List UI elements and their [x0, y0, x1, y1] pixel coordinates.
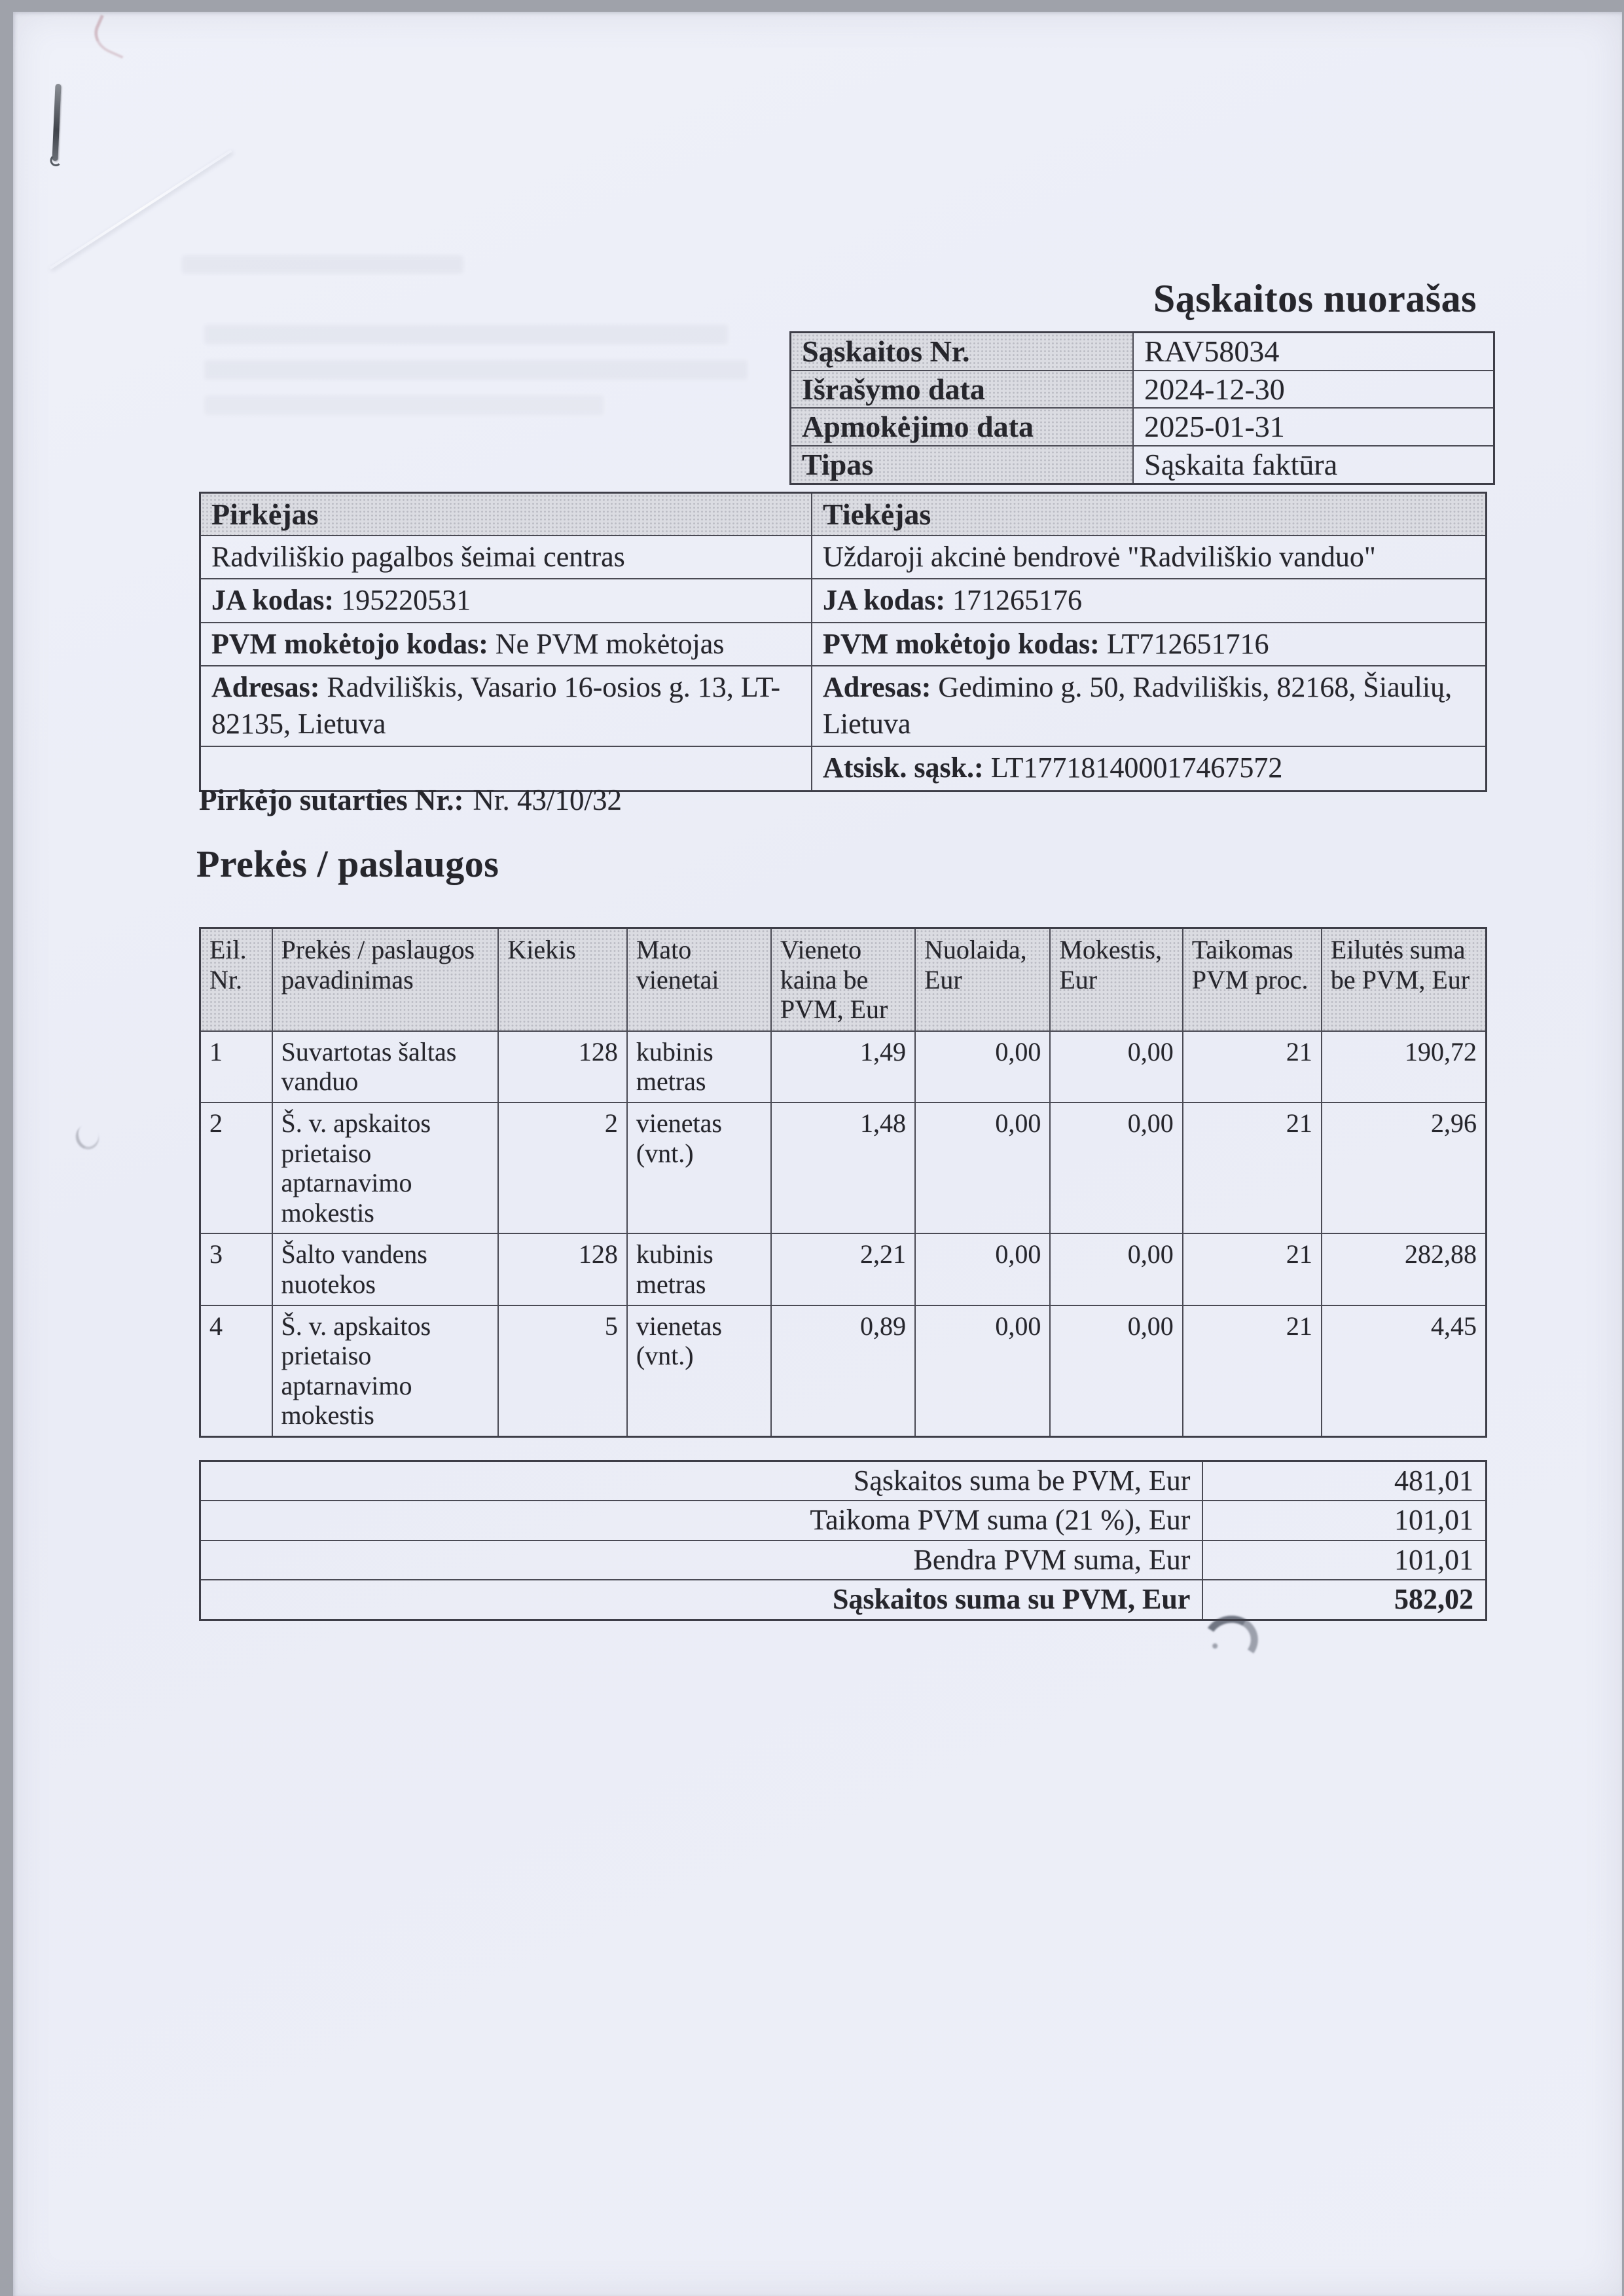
item-unit-price: 1,48 [771, 1102, 915, 1233]
item-discount: 0,00 [915, 1102, 1050, 1233]
seller-ja-code [812, 579, 1487, 622]
buyer-pvm-value: Ne PVM mokėtojas [495, 627, 725, 660]
seller-header: Tiekėjas [812, 493, 1487, 536]
item-name: Š. v. apskaitos prietaiso aptarnavimo mokestis [272, 1305, 499, 1437]
document-title: Sąskaitos nuorašas [1153, 277, 1477, 320]
contract-number-line [199, 783, 622, 817]
item-quantity: 2 [498, 1102, 626, 1233]
buyer-address-label: Adresas: [211, 670, 320, 703]
item-row [200, 1031, 1487, 1102]
buyer-header: Pirkėjas [200, 493, 812, 536]
col-header-discount: Nuolaida, Eur [915, 928, 1050, 1031]
item-vat-percent: 21 [1183, 1305, 1322, 1437]
item-line-total: 4,45 [1322, 1305, 1487, 1437]
totals-table [199, 1460, 1487, 1621]
col-header-unit-price: Vieneto kaina be PVM, Eur [771, 928, 915, 1031]
totals-value: 101,01 [1202, 1501, 1486, 1540]
col-header-tax: Mokestis, Eur [1050, 928, 1182, 1031]
meta-row-issue-date [791, 371, 1494, 409]
paper-sheet [13, 12, 1622, 2296]
buyer-address [200, 666, 812, 746]
col-header-line-number: Eil. Nr. [200, 928, 272, 1031]
contract-label: Pirkėjo sutarties Nr.: [199, 784, 464, 816]
meta-label: Išrašymo data [791, 371, 1134, 409]
totals-value: 481,01 [1202, 1461, 1486, 1501]
parties-ja-row [200, 579, 1487, 622]
item-unit-price: 0,89 [771, 1305, 915, 1437]
totals-label: Bendra PVM suma, Eur [200, 1540, 1203, 1580]
bleed-through-text [204, 325, 728, 344]
bleed-through-text [204, 395, 604, 415]
parties-address-row [200, 666, 1487, 746]
totals-row-vat-applied [200, 1501, 1487, 1540]
col-header-item-name: Prekės / paslaugos pavadinimas [272, 928, 499, 1031]
buyer-ja-label: JA kodas: [211, 584, 334, 617]
item-discount: 0,00 [915, 1233, 1050, 1305]
item-row [200, 1102, 1487, 1233]
contract-value: Nr. 43/10/32 [473, 784, 623, 816]
seller-account-value: LT177181400017467572 [990, 751, 1283, 784]
seller-address [812, 666, 1487, 746]
meta-label: Tipas [791, 446, 1134, 484]
item-unit-price: 2,21 [771, 1233, 915, 1305]
buyer-address-value: Radviliškis, Vasario 16-osios g. 13, LT-82135, Lietuva [211, 670, 781, 740]
item-unit: kubinis metras [627, 1031, 771, 1102]
meta-value: 2024-12-30 [1133, 371, 1494, 409]
item-vat-percent: 21 [1183, 1233, 1322, 1305]
items-header-row [200, 928, 1487, 1031]
item-discount: 0,00 [915, 1031, 1050, 1102]
item-vat-percent: 21 [1183, 1031, 1322, 1102]
meta-label: Sąskaitos Nr. [791, 333, 1134, 371]
totals-label: Sąskaitos suma be PVM, Eur [200, 1461, 1203, 1501]
meta-row-invoice-number [791, 333, 1494, 371]
invoice-meta-table [789, 331, 1495, 485]
col-header-quantity: Kiekis [498, 928, 626, 1031]
item-tax: 0,00 [1050, 1031, 1182, 1102]
meta-row-type [791, 446, 1494, 484]
seller-account-label: Atsisk. sąsk.: [822, 751, 984, 784]
seller-pvm-value: LT712651716 [1106, 627, 1269, 660]
buyer-ja-code [200, 579, 812, 622]
meta-value: RAV58034 [1133, 333, 1494, 371]
seller-pvm-code [812, 623, 1487, 666]
totals-label: Taikoma PVM suma (21 %), Eur [200, 1501, 1203, 1540]
seller-ja-label: JA kodas: [822, 584, 946, 617]
item-quantity: 128 [498, 1031, 626, 1102]
totals-row-grand-total [200, 1580, 1487, 1620]
item-tax: 0,00 [1050, 1233, 1182, 1305]
paper-crease [50, 149, 232, 269]
item-vat-percent: 21 [1183, 1102, 1322, 1233]
meta-row-due-date [791, 408, 1494, 446]
seller-pvm-label: PVM mokėtojo kodas: [822, 627, 1100, 660]
item-quantity: 128 [498, 1233, 626, 1305]
margin-smudge [72, 1121, 103, 1154]
totals-row-subtotal [200, 1461, 1487, 1501]
buyer-ja-value: 195220531 [341, 584, 471, 617]
col-header-vat-percent: Taikomas PVM proc. [1183, 928, 1322, 1031]
item-line-number: 3 [200, 1233, 272, 1305]
totals-value: 582,02 [1202, 1580, 1486, 1620]
item-unit-price: 1,49 [771, 1031, 915, 1102]
parties-name-row [200, 536, 1487, 579]
item-unit: kubinis metras [627, 1233, 771, 1305]
item-line-total: 282,88 [1322, 1233, 1487, 1305]
col-header-line-total: Eilutės suma be PVM, Eur [1322, 928, 1487, 1031]
seller-name: Uždaroji akcinė bendrovė "Radviliškio vanduo" [812, 536, 1487, 579]
item-line-number: 4 [200, 1305, 272, 1437]
item-line-number: 1 [200, 1031, 272, 1102]
item-quantity: 5 [498, 1305, 626, 1437]
buyer-pvm-label: PVM mokėtojo kodas: [211, 627, 488, 660]
item-name: Š. v. apskaitos prietaiso aptarnavimo mokestis [272, 1102, 499, 1233]
parties-table [199, 492, 1487, 792]
item-unit: vienetas (vnt.) [627, 1102, 771, 1233]
bleed-through-text [182, 255, 463, 274]
item-name: Šalto vandens nuotekos [272, 1233, 499, 1305]
buyer-pvm-code [200, 623, 812, 666]
totals-value: 101,01 [1202, 1540, 1486, 1580]
pen-smudge [88, 14, 135, 58]
meta-label: Apmokėjimo data [791, 408, 1134, 446]
seller-address-value: Gedimino g. 50, Radviliškis, 82168, Šiaulių, Lietuva [822, 670, 1453, 740]
staple-mark [52, 84, 61, 161]
meta-value: Sąskaita faktūra [1133, 446, 1494, 484]
item-discount: 0,00 [915, 1305, 1050, 1437]
seller-ja-value: 171265176 [952, 584, 1083, 617]
item-tax: 0,00 [1050, 1305, 1182, 1437]
buyer-name: Radviliškio pagalbos šeimai centras [200, 536, 812, 579]
item-name: Suvartotas šaltas vanduo [272, 1031, 499, 1102]
item-tax: 0,00 [1050, 1102, 1182, 1233]
item-row [200, 1305, 1487, 1437]
bleed-through-text [204, 360, 748, 380]
item-line-total: 190,72 [1322, 1031, 1487, 1102]
col-header-unit: Mato vienetai [627, 928, 771, 1031]
items-section-heading: Prekės / paslaugos [196, 843, 499, 885]
item-line-total: 2,96 [1322, 1102, 1487, 1233]
parties-header-row [200, 493, 1487, 536]
totals-label: Sąskaitos suma su PVM, Eur [200, 1580, 1203, 1620]
seller-account [812, 746, 1487, 792]
items-table [199, 927, 1487, 1438]
item-unit: vienetas (vnt.) [627, 1305, 771, 1437]
meta-value: 2025-01-31 [1133, 408, 1494, 446]
totals-row-vat-total [200, 1540, 1487, 1580]
item-line-number: 2 [200, 1102, 272, 1233]
seller-address-label: Adresas: [822, 670, 931, 703]
parties-pvm-row [200, 623, 1487, 666]
item-row [200, 1233, 1487, 1305]
